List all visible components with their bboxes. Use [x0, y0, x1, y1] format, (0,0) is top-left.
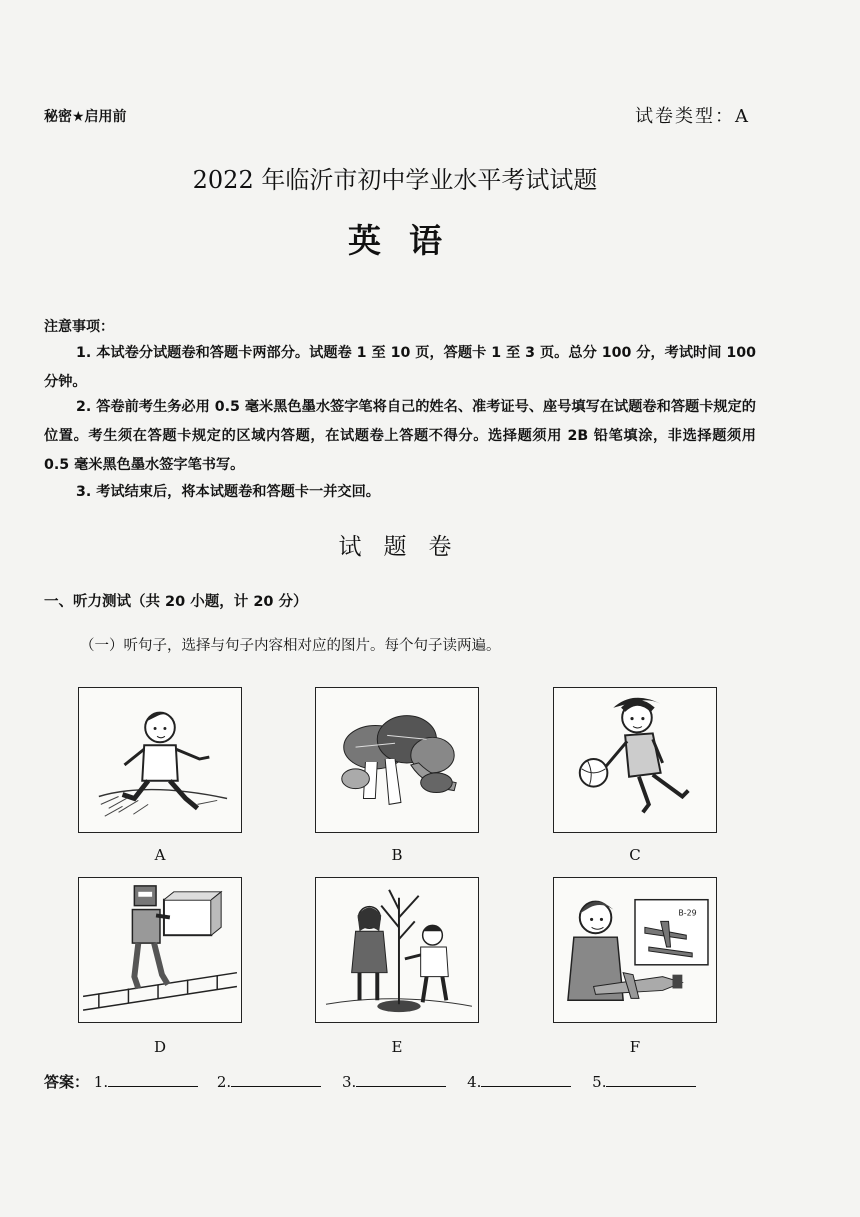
picture-label: C — [629, 846, 641, 864]
note-item: 1. 本试卷分试题卷和答题卡两部分。试题卷 1 至 10 页，答题卡 1 至 3 页。总分 100 分，考试时间 100 分钟。 — [44, 345, 756, 390]
part-instruction: （一）听句子，选择与句子内容相对应的图片。每个句子读两遍。 — [80, 638, 501, 654]
picture-label: F — [629, 1038, 641, 1056]
robot-carrying-box-icon — [78, 877, 242, 1023]
answer-number: 4. — [467, 1073, 482, 1091]
planting-tree-icon — [315, 877, 479, 1023]
running-boy-icon — [78, 687, 242, 833]
model-plane-boy-icon — [553, 877, 717, 1023]
answer-number: 2. — [216, 1073, 232, 1091]
confidential-label: 秘密★启用前 — [44, 109, 127, 125]
answer-label: 答案： — [44, 1073, 90, 1091]
answer-number: 5. — [592, 1073, 607, 1091]
picture-label: D — [153, 1038, 167, 1056]
note-item: 3. 考试结束后，将本试题卷和答题卡一并交回。 — [76, 484, 380, 500]
part-title: 一、听力测试（共 20 小题，计 20 分） — [44, 594, 308, 610]
exam-title: 2022 年临沂市初中学业水平考试试题 — [192, 166, 598, 194]
answer-row — [44, 1071, 696, 1092]
paper-type-label: 试卷类型：A — [635, 106, 750, 127]
answer-number: 3. — [341, 1073, 357, 1091]
answer-blank-4[interactable] — [481, 1072, 571, 1087]
answer-blank-3[interactable] — [356, 1072, 446, 1087]
svg-text:B-29: B-29 — [678, 908, 697, 918]
section-title: 试题卷 — [338, 534, 474, 560]
answer-blank-5[interactable] — [606, 1072, 696, 1087]
subject-title: 英语 — [348, 221, 470, 260]
picture-label: B — [391, 846, 403, 864]
picture-label: E — [391, 1038, 403, 1056]
answer-blank-1[interactable] — [108, 1072, 198, 1087]
answer-blank-2[interactable] — [231, 1072, 321, 1087]
notes-heading: 注意事项： — [44, 319, 114, 335]
volleyball-girl-icon — [553, 687, 717, 833]
vegetables-icon — [315, 687, 479, 833]
answer-number: 1. — [93, 1073, 109, 1091]
note-item: 2. 答卷前考生务必用 0.5 毫米黑色墨水签字笔将自己的姓名、准考证号、座号填写在试题卷和答题卡规定的位置。考生须在答题卡规定的区域内答题，在试题卷上答题不得分。选择题须用 2B 铅笔填涂，非选择题须用 0.5 毫米黑色墨水签字笔书写。 — [44, 399, 756, 473]
picture-label: A — [154, 846, 166, 864]
